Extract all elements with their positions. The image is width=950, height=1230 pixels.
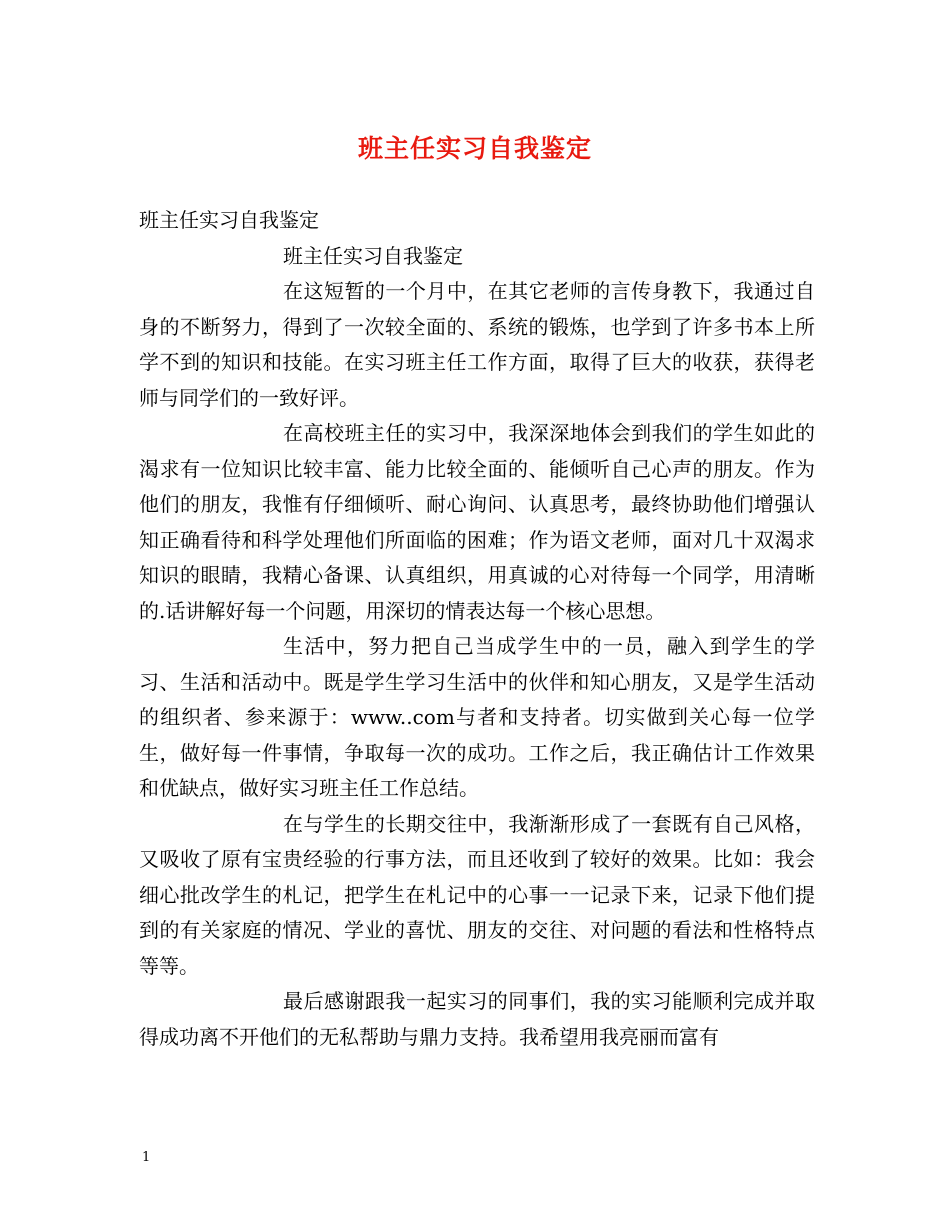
paragraph-2: 在高校班主任的实习中，我深深地体会到我们的学生如此的渴求有一位知识比较丰富、能力比较全面的、能倾听自己心声的朋友。作为他们的朋友，我惟有仔细倾听、耐心询问、认真思考，最终协助他们增强认知正确看待和科学处理他们所面临的困难；作为语文老师，面对几十双渴求知识的眼睛，我精心备课、认真组织，用真诚的心对待每一个同学，用清晰的.话讲解好每一个问题，用深切的情表达每一个核心思想。 [139,421,815,623]
paragraph-1: 在这短暂的一个月中，在其它老师的言传身教下，我通过自身的不断努力，得到了一次较全面的、系统的锻炼，也学到了许多书本上所学不到的知识和技能。在实习班主任工作方面，取得了巨大的收获，获得老师与同学们的一致好评。 [139,279,815,410]
subtitle-line: 班主任实习自我鉴定 [283,243,463,268]
page-number: 1 [142,1150,151,1165]
document-body [139,203,815,1055]
paragraph-5: 最后感谢跟我一起实习的同事们，我的实习能顺利完成并取得成功离不开他们的无私帮助与鼎力支持。我希望用我亮丽而富有 [139,989,815,1049]
document-title: 班主任实习自我鉴定 [357,134,592,163]
heading-line: 班主任实习自我鉴定 [139,208,319,232]
paragraph-3: 生活中，努力把自己当成学生中的一员，融入到学生的学习、生活和活动中。既是学生学习生活中的伙伴和知心朋友，又是学生活动的组织者、参来源于：www..com与者和支持者。切实做到关心每一位学生，做好每一件事情，争取每一次的成功。工作之后，我正确估计工作效果和优缺点，做好实习班主任工作总结。 [139,634,815,800]
paragraph-4: 在与学生的长期交往中，我渐渐形成了一套既有自己风格，又吸收了原有宝贵经验的行事方法，而且还收到了较好的效果。比如：我会细心批改学生的札记，把学生在札记中的心事一一记录下来，记录下他们提到的有关家庭的情况、学业的喜忧、朋友的交往、对问题的看法和性格特点等等。 [139,811,815,978]
